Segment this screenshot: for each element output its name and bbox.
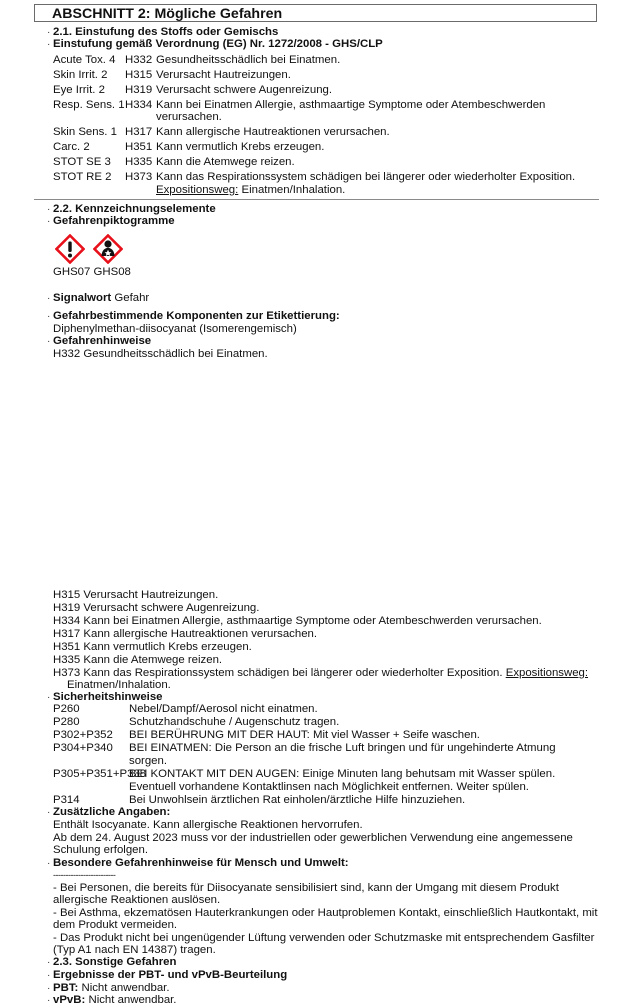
vpvb-label: vPvB: [53,994,86,1006]
h373-text: H373 Kann das Respirationssystem schädigen bei längerer oder wiederholter Exposition. [53,667,506,679]
section-title: ABSCHNITT 2: Mögliche Gefahren [52,6,283,22]
hazard-text: Gesundheitsschädlich bei Einatmen. [156,54,341,66]
signal-word-row [53,292,149,305]
health-hazard-icon [93,234,123,264]
hazard-text: Verursacht schwere Augenreizung. [156,84,333,96]
special-hazards-line: allergische Reaktionen auslösen. [53,894,221,906]
pictograms-heading: Gefahrenpiktogramme [53,215,175,227]
bullet-dot: · [47,311,51,322]
hazard-text-cont: verursachen. [156,111,222,123]
hazard-code: H373 [125,171,153,183]
exposure-route-label: Expositionsweg: [505,667,589,679]
hazard-category: Skin Irrit. 2 [53,69,108,81]
exclamation-mark-icon [55,234,85,264]
section-divider [34,199,599,200]
hazard-statements-heading: Gefahrenhinweise [53,335,152,347]
special-hazards-divider: ------------------------- [53,870,116,880]
hazard-text: Verursacht Hautreizungen. [156,69,291,81]
hazard-statement: H332 Gesundheitsschädlich bei Einatmen. [53,348,268,360]
bullet-dot: · [47,27,51,38]
bullet-dot: · [47,216,51,227]
special-hazards-line: - Bei Personen, die bereits für Diisocyanate sensibilisiert sind, kann der Umgang mit diesem Produkt [53,882,559,894]
precaution-text: BEI EINATMEN: Die Person an die frische Luft bringen und für ungehinderte Atmung [129,742,556,754]
hazard-code: H319 [125,84,153,96]
pbt-value: Nicht anwendbar. [78,982,170,994]
hazard-category: Resp. Sens. 1 [53,99,125,111]
components-value: Diphenylmethan-diisocyanat (Isomerengemisch) [53,323,297,335]
additional-info-line: Schulung erfolgen. [53,844,148,856]
hazard-text: Kann das Respirationssystem schädigen bei längerer oder wiederholter Exposition. [156,171,576,183]
special-hazards-heading: Besondere Gefahrenhinweise für Mensch und Umwelt: [53,857,349,869]
section-header-box [34,4,597,22]
hazard-text-cont [156,184,345,197]
bullet-dot: · [47,692,51,703]
hazard-category: STOT SE 3 [53,156,111,168]
precaution-text: BEI BERÜHRUNG MIT DER HAUT: Mit viel Wasser + Seife waschen. [129,729,480,741]
hazard-code: H335 [125,156,153,168]
bullet-dot: · [47,957,51,968]
hazard-statement: H335 Kann die Atemwege reizen. [53,654,223,666]
additional-info-line: Ab dem 24. August 2023 muss vor der industriellen oder gewerblichen Verwendung eine angemessene [53,832,573,844]
hazard-category: Acute Tox. 4 [53,54,116,66]
precaution-text-cont: sorgen. [129,755,167,767]
hazard-statement: H319 Verursacht schwere Augenreizung. [53,602,260,614]
hazard-category: STOT RE 2 [53,171,112,183]
hazard-text: Kann allergische Hautreaktionen verursachen. [156,126,390,138]
signal-word-value: Gefahr [114,292,150,304]
hazard-category: Eye Irrit. 2 [53,84,105,96]
bullet-dot: · [47,983,51,994]
s21-subheading: Einstufung gemäß Verordnung (EG) Nr. 1272/2008 - GHS/CLP [53,38,383,50]
special-hazards-line: - Bei Asthma, ekzematösen Hauterkrankungen oder Hautproblemen Kontakt, einschließlich Hautkontakt, mit [53,907,598,919]
hazard-code: H351 [125,141,153,153]
hazard-text: Kann die Atemwege reizen. [156,156,295,168]
hazard-code: H332 [125,54,153,66]
hazard-statement-cont: Einatmen/Inhalation. [67,679,171,691]
pbt-heading: Ergebnisse der PBT- und vPvB-Beurteilung [53,969,288,981]
bullet-dot: · [47,293,51,304]
bullet-dot: · [47,995,51,1006]
s23-heading: 2.3. Sonstige Gefahren [53,956,177,968]
exposure-route-label: Expositionsweg: [156,184,239,196]
pictogram-caption: GHS07 GHS08 [53,266,131,278]
components-heading: Gefahrbestimmende Komponenten zur Etikettierung: [53,310,340,322]
precaution-code: P302+P352 [53,729,113,741]
precaution-code: P260 [53,703,80,715]
precaution-text: Bei Unwohlsein ärztlichen Rat einholen/ärztliche Hilfe hinzuziehen. [129,794,466,806]
precaution-code: P304+P340 [53,742,113,754]
s21-heading: 2.1. Einstufung des Stoffs oder Gemischs [53,26,279,38]
bullet-dot: · [47,204,51,215]
special-hazards-line: (Typ A1 nach EN 14387) tragen. [53,944,216,956]
precaution-text-cont: Eventuell vorhandene Kontaktlinsen nach Möglichkeit entfernen. Weiter spülen. [129,781,529,793]
special-hazards-line: dem Produkt vermeiden. [53,919,178,931]
bullet-dot: · [47,336,51,347]
hazard-code: H334 [125,99,153,111]
additional-info-line: Enthält Isocyanate. Kann allergische Reaktionen hervorrufen. [53,819,363,831]
hazard-text: Kann bei Einatmen Allergie, asthmaartige Symptome oder Atembeschwerden [156,99,546,111]
pbt-label: PBT: [53,982,79,994]
vpvb-row [53,994,176,1007]
hazard-statement: H317 Kann allergische Hautreaktionen verursachen. [53,628,318,640]
special-hazards-line: - Das Produkt nicht bei ungenügender Lüftung verwenden oder Schutzmaske mit entsprechendem Gasfilter [53,932,595,944]
hazard-statement: H334 Kann bei Einatmen Allergie, asthmaartige Symptome oder Atembeschwerden verursachen. [53,615,542,627]
exposure-route-value: Einatmen/Inhalation. [238,184,346,196]
bullet-dot: · [47,858,51,869]
precaution-code: P314 [53,794,80,806]
hazard-category: Carc. 2 [53,141,90,153]
s22-heading: 2.2. Kennzeichnungselemente [53,203,216,215]
hazard-text: Kann vermutlich Krebs erzeugen. [156,141,325,153]
precaution-text: Schutzhandschuhe / Augenschutz tragen. [129,716,340,728]
bullet-dot: · [47,807,51,818]
precaution-text: BEI KONTAKT MIT DEN AUGEN: Einige Minuten lang behutsam mit Wasser spülen. [129,768,556,780]
hazard-statement: H315 Verursacht Hautreizungen. [53,589,219,601]
precaution-code: P280 [53,716,80,728]
hazard-category: Skin Sens. 1 [53,126,117,138]
hazard-code: H315 [125,69,153,81]
hazard-code: H317 [125,126,153,138]
precautions-heading: Sicherheitshinweise [53,691,163,703]
precaution-text: Nebel/Dampf/Aerosol nicht einatmen. [129,703,318,715]
vpvb-value: Nicht anwendbar. [85,994,177,1006]
additional-info-heading: Zusätzliche Angaben: [53,806,171,818]
bullet-dot: · [47,970,51,981]
precaution-code: P305+P351+P338 [53,768,147,780]
signal-word-label: Signalwort [53,292,112,304]
hazard-statement: H351 Kann vermutlich Krebs erzeugen. [53,641,252,653]
bullet-dot: · [47,39,51,50]
